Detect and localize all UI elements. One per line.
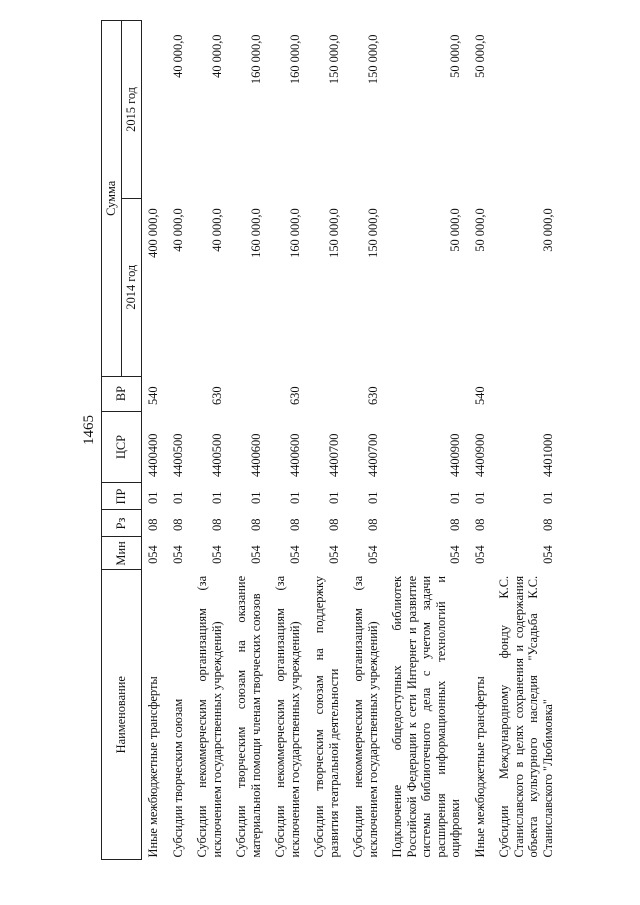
row-amount-2015: 50 000,0 (472, 34, 487, 78)
row-amount-2015 (142, 21, 167, 199)
table-row (142, 21, 167, 860)
table-row (386, 21, 469, 860)
row-pr: 01 (287, 491, 302, 504)
row-amount-2014: 50 000,0 (472, 208, 487, 252)
row-min: 054 (170, 545, 185, 564)
row-pr: 01 (248, 491, 263, 504)
row-pr: 01 (365, 491, 380, 504)
table-row (191, 21, 230, 860)
table-row (493, 21, 561, 860)
row-csr: 4401000 (540, 433, 555, 477)
row-vr: 540 (146, 386, 160, 406)
header-2014: 2014 год (122, 198, 142, 376)
row-min: 054 (365, 545, 380, 564)
row-name: Субсидии некоммерческим организациям (за исключением государственных учреждений) (351, 575, 380, 858)
row-rz: 08 (170, 518, 185, 531)
row-amount-2014: 30 000,0 (540, 208, 555, 252)
row-rz: 08 (472, 518, 487, 531)
row-min: 054 (472, 545, 487, 564)
row-amount-2014: 40 000,0 (170, 208, 185, 252)
row-vr: 540 (472, 386, 487, 406)
row-name: Подключение общедоступных библиотек Российской Федерации к сети Интернет и развитие системы библиотечного дела с учетом задачи расширения информационных технологий и оцифровки (390, 575, 462, 858)
row-amount-2015: 50 000,0 (448, 34, 462, 78)
row-pr: 01 (472, 491, 487, 504)
row-pr: 01 (170, 491, 185, 504)
row-rz: 08 (326, 518, 341, 531)
row-csr: 4400900 (472, 433, 487, 477)
row-name: Субсидии некоммерческим организациям (за исключением государственных учреждений) (195, 575, 224, 858)
table-row (269, 21, 308, 860)
row-amount-2015: 150 000,0 (365, 34, 380, 85)
row-name: Иные межбюджетные трансферты (472, 676, 487, 858)
row-rz: 08 (540, 518, 555, 531)
row-amount-2014: 160 000,0 (287, 208, 302, 258)
row-amount-2015 (493, 21, 561, 199)
row-amount-2014: 50 000,0 (448, 208, 462, 252)
row-amount-2014: 160 000,0 (248, 208, 263, 258)
table-row (230, 21, 269, 860)
row-vr (167, 376, 192, 411)
row-rz: 08 (248, 518, 263, 531)
header-min: Мин (102, 537, 142, 570)
row-min: 054 (448, 545, 462, 564)
row-csr: 4400500 (170, 433, 185, 477)
row-rz: 08 (287, 518, 302, 531)
header-name: Наименование (102, 570, 142, 860)
table-header (102, 21, 142, 860)
row-name: Иные межбюджетные трансферты (146, 676, 160, 858)
row-name: Субсидии творческим союзам на поддержку развития театральной деятельности (312, 575, 341, 858)
row-amount-2015: 160 000,0 (287, 34, 302, 85)
row-pr: 01 (146, 491, 160, 504)
row-rz: 08 (146, 518, 160, 531)
page-number: 1465 (81, 415, 97, 445)
header-rz: Рз (102, 510, 142, 537)
rotated-page (79, 20, 555, 860)
row-vr (386, 376, 469, 411)
row-csr: 4400500 (209, 433, 224, 477)
row-name: Субсидии Международному фонду К.С. Станиславского в целях сохранения и содержания объекта культурного наследия "Усадьба К.С. Станиславского "Любимовка" (497, 575, 555, 858)
row-pr: 01 (209, 491, 224, 504)
row-vr (230, 376, 269, 411)
table-row (167, 21, 192, 860)
row-amount-2015: 160 000,0 (248, 34, 263, 85)
header-sum: Сумма (102, 21, 122, 377)
row-vr (493, 376, 561, 411)
row-amount-2014: 150 000,0 (365, 208, 380, 258)
table-row (347, 21, 386, 860)
table-row (469, 21, 494, 860)
row-pr: 01 (326, 491, 341, 504)
row-csr: 4400900 (448, 433, 462, 477)
row-min: 054 (248, 545, 263, 564)
row-csr: 4400400 (146, 433, 160, 477)
row-name: Субсидии некоммерческим организациям (за исключением государственных учреждений) (273, 575, 302, 858)
row-amount-2015: 40 000,0 (170, 34, 185, 78)
row-vr: 630 (287, 386, 302, 406)
row-csr: 4400600 (248, 433, 263, 477)
row-pr: 01 (540, 491, 555, 504)
row-name: Субсидии творческим союзам на оказание материальной помощи членам творческих союзов (234, 575, 263, 858)
row-amount-2015: 40 000,0 (209, 34, 224, 78)
row-vr: 630 (365, 386, 380, 406)
row-name: Субсидии творческим союзам (170, 698, 185, 858)
table-row (308, 21, 347, 860)
row-amount-2015: 150 000,0 (326, 34, 341, 85)
row-csr: 4400700 (326, 433, 341, 477)
row-vr (308, 376, 347, 411)
row-csr: 4400700 (365, 433, 380, 477)
row-vr: 630 (209, 386, 224, 406)
budget-table (101, 20, 561, 860)
row-amount-2014: 40 000,0 (209, 208, 224, 252)
row-csr: 4400600 (287, 433, 302, 477)
row-rz: 08 (448, 518, 462, 531)
row-rz: 08 (365, 518, 380, 531)
row-min: 054 (146, 545, 160, 564)
row-min: 054 (209, 545, 224, 564)
row-min: 054 (540, 545, 555, 564)
row-rz: 08 (209, 518, 224, 531)
header-pr: ПР (102, 483, 142, 510)
header-2015: 2015 год (122, 21, 142, 199)
header-csr: ЦСР (102, 411, 142, 483)
header-vr: ВР (102, 376, 142, 411)
table-body (142, 21, 562, 860)
row-min: 054 (287, 545, 302, 564)
row-min: 054 (326, 545, 341, 564)
row-amount-2014: 400 000,0 (146, 208, 160, 258)
row-amount-2014: 150 000,0 (326, 208, 341, 258)
row-pr: 01 (448, 491, 462, 504)
